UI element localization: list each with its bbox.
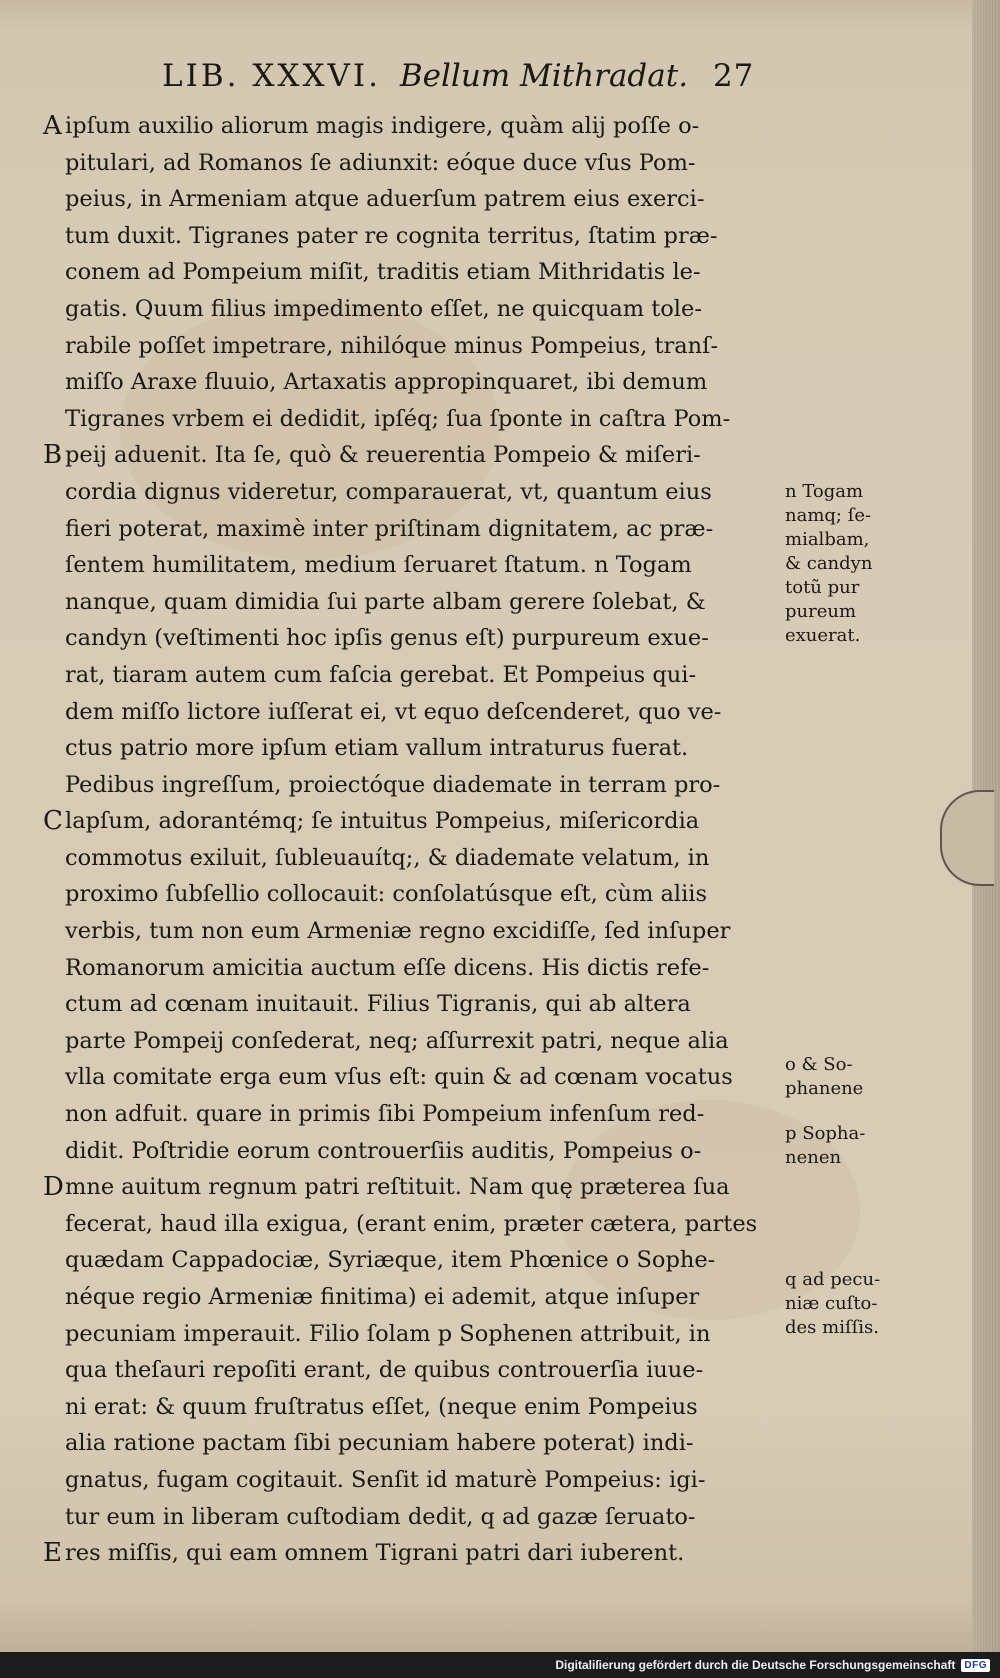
text-line	[43, 1169, 765, 1206]
text-line-content: gnatus, fugam cogitauit. Senſit id maturè Pompeius: igi-	[65, 1466, 706, 1493]
text-line	[65, 1206, 765, 1243]
text-line-content: dem miſſo lictore iuſſerat ei, vt equo deſcenderet, quo ve-	[65, 698, 722, 725]
margin-note-line: nenen	[785, 1147, 842, 1168]
header-title: Bellum Mithradat.	[399, 58, 689, 94]
text-line-content: nanque, quam dimidia ſui parte albam gerere ſolebat, &	[65, 588, 706, 615]
text-line	[65, 181, 765, 218]
text-line-content: néque regio Armeniæ finitima) ei ademit, atque inſuper	[65, 1284, 700, 1310]
text-line-content: ni erat: & quum fruſtratus eſſet, (neque enim Pompeius	[65, 1393, 698, 1420]
text-line-content: fieri poterat, maximè inter priſtinam dignitatem, ac præ-	[65, 515, 714, 542]
margin-note-line: des miſſis.	[785, 1317, 879, 1338]
text-line	[65, 694, 765, 731]
text-line-content: Romanorum amicitia auctum eſſe dicens. His dictis refe-	[65, 954, 710, 981]
text-line	[65, 401, 765, 438]
text-line-content: tum duxit. Tigranes pater re cognita territus, ſtatim præ-	[65, 222, 718, 249]
section-letter: C	[43, 806, 63, 837]
text-line	[65, 584, 765, 621]
text-line-content: ctus patrio more ipſum etiam vallum intraturus fuerat.	[65, 735, 689, 762]
text-line-content: commotus exiluit, ſubleuauítq;, & diademate velatum, in	[65, 844, 710, 871]
text-line-content: rabile poſſet impetrare, nihilóque minus Pompeius, tranſ-	[65, 332, 719, 359]
margin-note-line: niæ cuſto-	[785, 1293, 878, 1314]
running-header	[162, 58, 762, 108]
text-line-content: conem ad Pompeium miſit, traditis etiam Mithridatis le-	[65, 259, 701, 286]
text-line-content: quædam Cappadociæ, Syriæque, item Phœnice o Sophe-	[65, 1247, 716, 1274]
text-line-content: parte Pompeij conſederat, neq; aſſurrexit patri, neque alia	[65, 1027, 729, 1054]
text-line-content: gatis. Quum filius impedimento eſſet, ne quicquam tole-	[65, 295, 702, 322]
text-line	[43, 108, 765, 145]
text-line-content: non adfuit. quare in primis ſibi Pompeium infenſum red-	[65, 1101, 705, 1128]
margin-note-p	[785, 1122, 865, 1170]
text-line	[43, 1535, 765, 1572]
text-line-content: verbis, tum non eum Armeniæ regno excidiſſe, ſed inſuper	[65, 918, 731, 945]
text-line	[65, 730, 765, 767]
text-line	[65, 986, 765, 1023]
margin-note-line: o & So-	[785, 1054, 853, 1075]
text-line-content: cordia dignus videretur, comparauerat, vt, quantum eius	[65, 478, 712, 505]
text-line-content: fecerat, haud illa exigua, (erant enim, præter cætera, partes	[65, 1210, 758, 1237]
text-line-content: rat, tiaram autem cum faſcia gerebat. Et Pompeius qui-	[65, 661, 697, 688]
text-line	[65, 328, 765, 365]
text-line	[65, 1389, 765, 1426]
text-line-content: ipſum auxilio aliorum magis indigere, quàm alij poſſe o-	[65, 113, 700, 139]
section-letter: A	[43, 111, 62, 141]
text-line-content: candyn (veſtimenti hoc ipſis genus eſt) purpureum exue-	[65, 625, 709, 652]
text-line	[65, 364, 765, 401]
margin-note-line: namq; ſe-	[785, 505, 872, 526]
text-line	[65, 1425, 765, 1462]
dfg-logo: DFG	[961, 1659, 990, 1672]
margin-note-line: & candyn	[785, 553, 873, 574]
text-line-content: qua theſauri repoſiti erant, de quibus controuerſia iuue-	[65, 1357, 704, 1384]
text-line-content: tur eum in liberam cuſtodiam dedit, q ad gazæ ſeruato-	[65, 1503, 696, 1530]
text-line-content: ctum ad cœnam inuitauit. Filius Tigranis, qui ab altera	[65, 991, 691, 1018]
margin-note-line: exuerat.	[785, 625, 861, 646]
footer-credit-bar	[0, 1652, 1000, 1678]
text-line-content: peij aduenit. Ita ſe, quò & reuerentia Pompeio & miſeri-	[65, 442, 701, 469]
margin-note-n	[785, 480, 872, 648]
text-line-content: pecuniam imperauit. Filio ſolam p Sophenen attribuit, in	[65, 1320, 711, 1347]
text-line	[65, 1023, 765, 1060]
section-letter: B	[43, 440, 63, 471]
text-line-content: alia ratione pactam ſibi pecuniam habere poterat) indi-	[65, 1430, 694, 1457]
text-line	[65, 474, 765, 511]
text-line	[65, 1316, 765, 1353]
text-line-content: proximo ſubſellio collocauit: conſolatúsque eſt, cùm aliis	[65, 881, 708, 908]
text-line-content: res miſſis, qui eam omnem Tigrani patri dari iuberent.	[65, 1540, 685, 1567]
margin-note-line: pureum	[785, 601, 857, 622]
margin-note-line: n Togam	[785, 481, 864, 502]
margin-note-line: q ad pecu-	[785, 1269, 881, 1290]
margin-note-q	[785, 1268, 880, 1340]
page-number: 27	[712, 58, 755, 94]
main-text-block	[43, 108, 765, 1572]
text-line-content: Pedibus ingreſſum, proiectóque diademate in terram pro-	[65, 771, 721, 798]
text-line	[65, 620, 765, 657]
text-line-content: pitulari, ad Romanos ſe adiunxit: eóque duce vſus Pom-	[65, 149, 696, 176]
text-line	[65, 254, 765, 291]
text-line	[65, 145, 765, 182]
text-line-content: miſſo Araxe fluuio, Artaxatis appropinquaret, ibi demum	[65, 369, 708, 396]
text-line	[65, 767, 765, 804]
text-line	[65, 1499, 765, 1536]
text-line	[65, 1242, 765, 1279]
text-line	[65, 1096, 765, 1133]
text-line	[65, 1279, 765, 1316]
text-line	[43, 803, 765, 840]
text-line	[65, 1133, 765, 1170]
text-line	[65, 291, 765, 328]
text-line-content: didit. Poſtridie eorum controuerſiis auditis, Pompeius o-	[65, 1137, 702, 1164]
footer-credit-text: Digitaliſierung gefördert durch die Deutsche Forschungsgemeinschaft	[555, 1658, 956, 1672]
text-line	[65, 511, 765, 548]
text-line-content: lapſum, adorantémq; ſe intuitus Pompeius, miſericordia	[65, 808, 700, 835]
text-line-content: ſentem humilitatem, medium ſeruaret ſtatum. n Togam	[65, 552, 692, 579]
text-line-content: peius, in Armeniam atque aduerſum patrem eius exerci-	[65, 186, 705, 213]
margin-note-line: p Sopha-	[785, 1123, 866, 1144]
text-line	[65, 657, 765, 694]
text-line	[65, 547, 765, 584]
text-line	[65, 840, 765, 877]
text-line-content: Tigranes vrbem ei dedidit, ipſéq; ſua ſponte in caſtra Pom-	[65, 405, 731, 432]
margin-note-line: phanene	[785, 1078, 864, 1099]
text-line	[65, 1352, 765, 1389]
text-line	[43, 437, 765, 474]
text-line	[65, 876, 765, 913]
header-book-number: LIB. XXXVI.	[162, 58, 382, 94]
margin-note-o	[785, 1053, 863, 1101]
text-line	[65, 1059, 765, 1096]
text-line	[65, 218, 765, 255]
section-letter: E	[43, 1538, 62, 1569]
text-line	[65, 1462, 765, 1499]
text-line-content: vlla comitate erga eum vſus eſt: quin & ad cœnam vocatus	[65, 1064, 733, 1091]
text-line	[65, 950, 765, 987]
section-letter: D	[43, 1172, 64, 1203]
text-line-content: mne auitum regnum patri reſtituit. Nam quę præterea ſua	[65, 1174, 730, 1201]
text-line	[65, 913, 765, 950]
margin-note-line: totũ pur	[785, 577, 860, 598]
margin-note-line: mialbam,	[785, 529, 870, 550]
